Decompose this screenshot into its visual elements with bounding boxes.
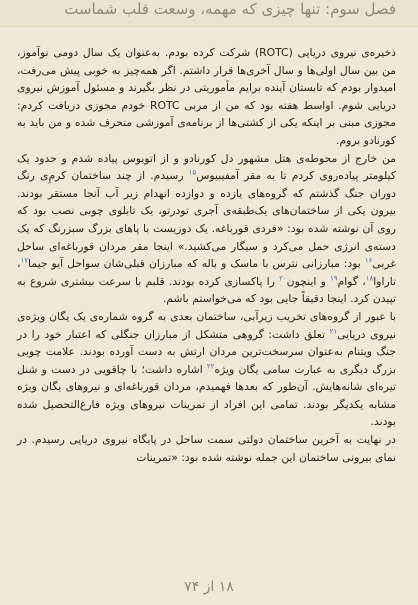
footnote-link[interactable]: ۱۷ (20, 256, 29, 265)
text-run: رسیدم. از چند ساختمان کرمِ‌ی رنگ دوران جنگ گذشتم که گروه‌های یازده و دوازده انهدام زیر آب آنجا مستقر بودند. بیرون یکی از ساختمان‌های یک‌طبقه‌ی آجری تودرتو، یک تابلوی چوبی نصب بود که روی آن نوشته شده بود: «فردی قورباغه. یک دوزیست با پاهای بزرگ سبزرنگ که یک دسته‌ی انرژی حمل می‌کرد و سیگار می‌کشید.» اینجا مقر مردان قورباغه‌ای ساحل غربی (17, 169, 396, 271)
footnote-link[interactable]: ۱۵ (188, 168, 197, 177)
chapter-header (0, 0, 418, 27)
text-run: اشاره داشت؛ با چاقویی در دست و شنل تیره‌ای شانه‌هایش. آن‌طور که بعدها فهمیدم، مردان قورباغه‌ای و نیروهای یگان ویژه مشابه یکدیگر بودند. تمامی این افراد از تمرینات نیروهای ویژه فارغ‌التحصیل شده بودند. (17, 362, 396, 429)
footnote-link[interactable]: ۱۹ (330, 274, 338, 283)
text-run: در نهایت به آخرین ساختمان دولتی سمت ساحل در پایگاه نیروی دریایی رسیدم. در نمای بیرونی ساختمان این جمله نوشته شده بود: «تمرینات (17, 433, 396, 464)
body-text (17, 44, 396, 466)
text-run: بود: مبارزانی نترس با ماسک و باله که مبارزان قبلی‌شان سواحل آیو جیما (28, 257, 365, 271)
footnote-link[interactable]: ۱۶ (364, 256, 373, 265)
paragraph (17, 44, 396, 150)
text-run: ، گوام (337, 274, 366, 288)
text-run: من خارج از محوطه‌ی هتل مشهور دل کورنادو و از اتوبوس پیاده شدم و حدود یک کیلومتر پیاده‌روی کردم تا به مقر آمفیبیوس (17, 151, 396, 183)
footnote-link[interactable]: ۱۸ (365, 274, 374, 283)
page-indicator: ۱۸ از ۷۴ (184, 579, 234, 595)
footnote-link[interactable]: ۲۱ (329, 326, 338, 335)
paragraph (17, 150, 396, 308)
text-run: ذخیره‌ی نیروی دریایی (ROTC) شرکت کرده بودم. به‌عنوان یک سال دومی نوآموز، من بین سال اولی‌ها و سال آخری‌ها قرار داشتم. اگر همه‌چیز به خوبی پیش می‌رفت، امیدوار بودم که تابستان آینده برایم مأموریتی در نظر بگیرند و مسئول آموزش نیروی دریایی شوم. اواسط هفته بود که من از مربی ROTC خودم مجوزی دریافت کردم: مجوزی مبنی بر اینکه یکی از کشتی‌ها از برنامه‌ی آموزشی منحرف شده و من باید به کورنادو بروم. (17, 46, 396, 147)
text-run: تعلق داشت: گروهی متشکل از مبارزان جنگلی که اعتبار خود را در جنگ ویتنام به‌عنوان سرسخت‌ترین مردان ارتش به دست آورده بودند. علامت چوبی بزرگ دیگری به عبارت سامی یگان ویژه (17, 327, 396, 376)
footnote-link[interactable]: ۲۲ (206, 362, 215, 371)
text-run: را پاکسازی کرده بودند. قلبم با سرعت بیشتری شروع به تپیدن کرد. اینجا دقیقاً جایی بود که می‌خواستم باشم. (17, 274, 396, 306)
footnote-link[interactable]: ۲۰ (279, 274, 287, 283)
text-run: ، تاراوا (17, 257, 396, 288)
chapter-title: فصل سوم: تنها چیزی که مهمه، وسعت قلب شماست (64, 0, 396, 18)
paragraph (17, 431, 396, 466)
paragraph (17, 308, 396, 431)
text-run: و اینچون (286, 274, 331, 288)
text-run: با عبور از گروه‌های تخریب زیرآبی، ساختمان بعدی به گروه شماره‌ی یک یگان ویژه‌ی نیروی دریایی (17, 309, 396, 341)
